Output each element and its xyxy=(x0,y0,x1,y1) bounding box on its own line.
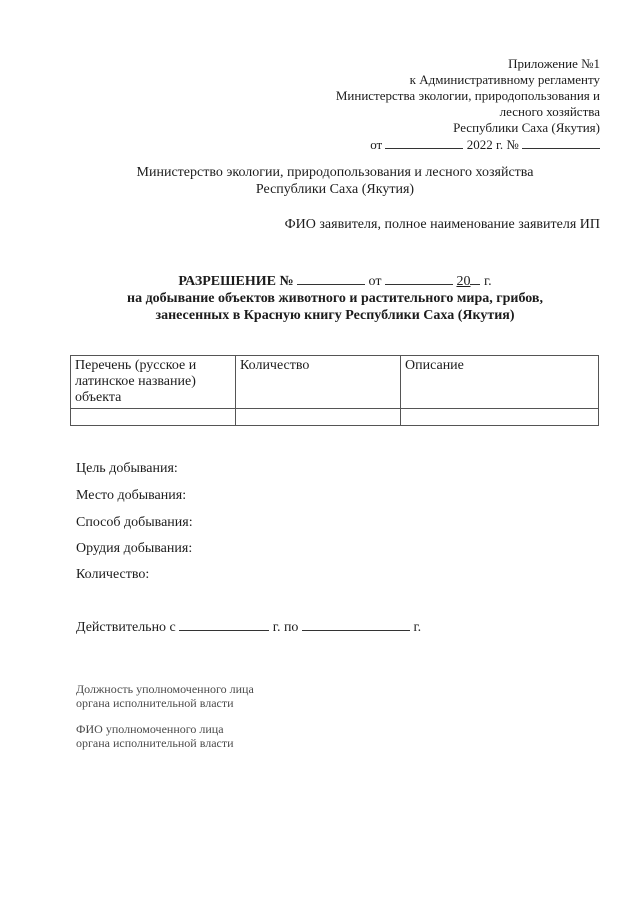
validity-start-blank xyxy=(179,618,269,631)
validity-end-blank xyxy=(302,618,410,631)
appendix-number-blank xyxy=(522,136,600,149)
appendix-line-4: лесного хозяйства xyxy=(499,104,600,119)
validity-line xyxy=(76,618,421,637)
permit-year-suffix: г. xyxy=(483,274,492,289)
permit-title-line-3: занесенных в Красную книгу Республики Саха (Якутия) xyxy=(155,308,515,323)
permit-word: РАЗРЕШЕНИЕ № xyxy=(178,274,294,289)
field-purpose: Цель добывания: xyxy=(76,461,178,476)
field-method: Способ добывания: xyxy=(76,515,193,530)
issuer-line-2: Республики Саха (Якутия) xyxy=(255,182,415,197)
permit-title-line-1 xyxy=(80,272,590,290)
table-cell xyxy=(401,409,599,426)
appendix-date-blank xyxy=(385,136,463,149)
issuer-block xyxy=(100,164,570,198)
field-quantity: Количество: xyxy=(76,567,150,582)
issuer-line-1: Министерство экологии, природопользования и лесного хозяйства xyxy=(136,165,534,180)
validity-prefix: Действительно с xyxy=(76,620,176,635)
field-place: Место добывания: xyxy=(76,488,187,503)
permit-title xyxy=(80,272,590,324)
permit-title-line-2: на добывание объектов животного и растительного мира, грибов, xyxy=(127,291,543,306)
table-cell xyxy=(71,409,236,426)
appendix-line-5: Республики Саха (Якутия) xyxy=(453,120,600,135)
appendix-date-line xyxy=(280,136,600,153)
field-tools: Орудия добывания: xyxy=(76,541,193,556)
permit-year-blank xyxy=(470,272,480,285)
signature-block-1 xyxy=(76,682,336,710)
appendix-line-3: Министерства экологии, природопользования и xyxy=(335,88,600,103)
signature-1-line-2: органа исполнительной власти xyxy=(76,696,234,710)
table-header-objects: Перечень (русское и латинское название) объекта xyxy=(71,356,236,409)
appendix-line-2: к Административному регламенту xyxy=(409,72,600,87)
signature-block-2 xyxy=(76,722,336,750)
table-empty-row xyxy=(71,409,599,426)
signature-2-line-2: органа исполнительной власти xyxy=(76,736,234,750)
validity-suffix: г. xyxy=(413,620,422,635)
permit-from: от xyxy=(368,274,382,289)
permit-date-blank xyxy=(385,272,453,285)
table-header-row xyxy=(71,356,599,409)
permit-number-blank xyxy=(297,272,365,285)
validity-mid: г. по xyxy=(272,620,299,635)
appendix-block xyxy=(280,56,600,153)
signature-1-line-1: Должность уполномоченного лица xyxy=(76,682,254,696)
appendix-date-year: 2022 г. № xyxy=(466,137,519,152)
appendix-date-prefix: от xyxy=(370,137,383,152)
appendix-line-1: Приложение №1 xyxy=(508,56,600,71)
applicant-line: ФИО заявителя, полное наименование заявителя ИП xyxy=(284,217,600,232)
table-header-quantity: Количество xyxy=(236,356,401,409)
signature-2-line-1: ФИО уполномоченного лица xyxy=(76,722,224,736)
table-cell xyxy=(236,409,401,426)
permit-year: 20 xyxy=(456,274,471,289)
objects-table xyxy=(70,355,599,426)
table-header-description: Описание xyxy=(401,356,599,409)
